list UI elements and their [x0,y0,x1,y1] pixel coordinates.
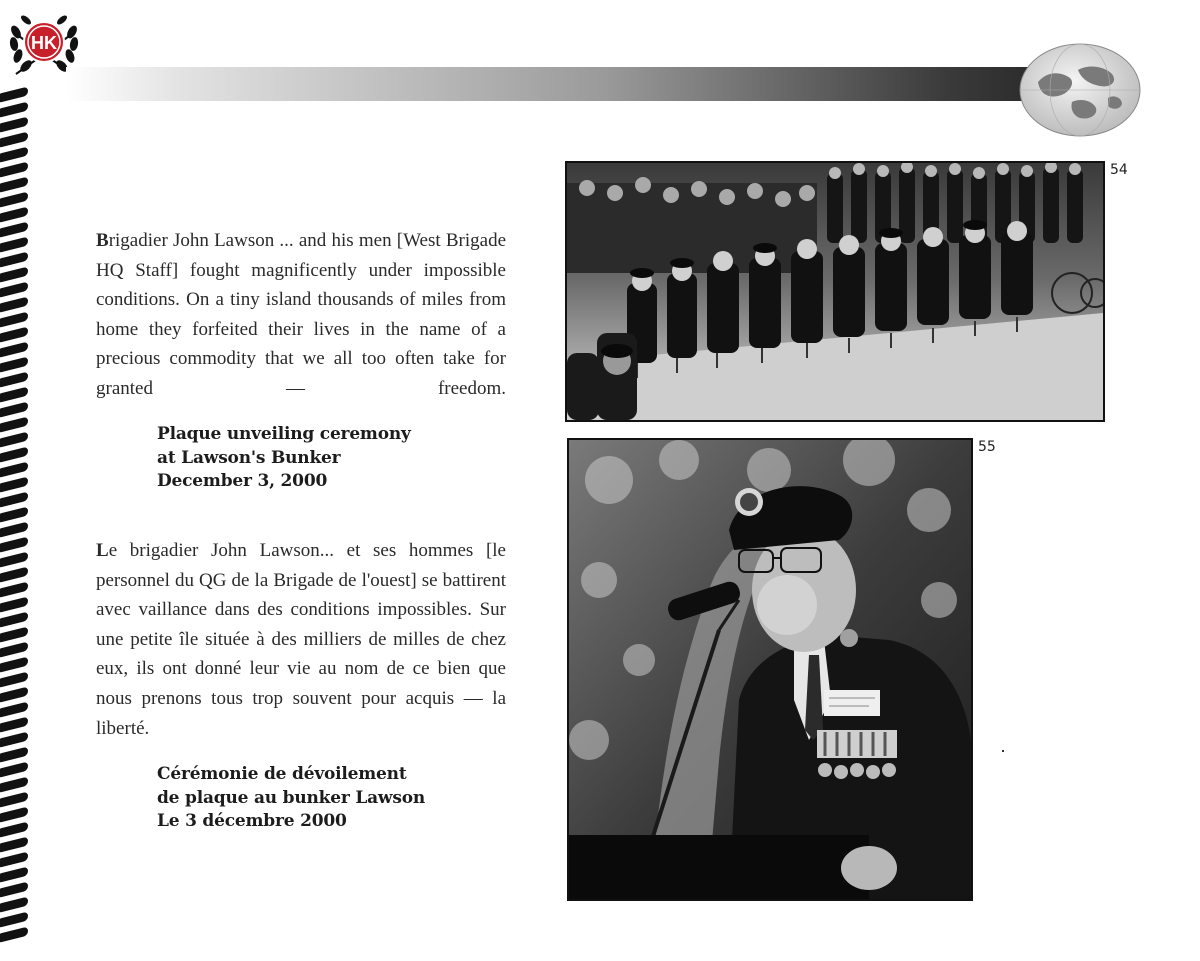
binding-coil [0,102,28,118]
binding-coil [0,237,28,253]
binding-coil [0,552,28,568]
french-paragraph [96,536,506,743]
binding-coil [0,117,28,133]
photo-number-54: 54 [1110,162,1128,178]
binding-coil [0,897,28,913]
header-gradient-band [66,67,1046,101]
binding-coil [0,267,28,283]
binding-coil [0,687,28,703]
binding-coil [0,822,28,838]
english-caption-line: at Lawson's Bunker [157,447,341,468]
binding-coil [0,177,28,193]
binding-coil [0,747,28,763]
spiral-binding [0,90,34,950]
binding-coil [0,312,28,328]
photo-number-55: 55 [978,439,996,455]
binding-coil [0,432,28,448]
binding-coil [0,657,28,673]
binding-coil [0,522,28,538]
binding-coil [0,417,28,433]
binding-coil [0,222,28,238]
binding-coil [0,672,28,688]
binding-coil [0,342,28,358]
binding-coil [0,507,28,523]
binding-coil [0,777,28,793]
english-caption-line: December 3, 2000 [157,471,328,491]
binding-coil [0,807,28,823]
binding-coil [0,357,28,373]
binding-coil [0,927,28,943]
english-dropcap: B [96,230,109,251]
binding-coil [0,162,28,178]
binding-coil [0,297,28,313]
french-caption-line: de plaque au bunker Lawson [157,787,426,808]
globe-map-icon [1018,42,1142,138]
binding-coil [0,492,28,508]
binding-coil [0,87,28,103]
english-caption-line: Plaque unveiling ceremony [157,424,411,444]
scan-speck [1002,750,1004,752]
french-paragraph-text: e brigadier John Lawson... et ses hommes [le personnel du QG de la Brigade de l'ouest] se battirent avec vaillance dans des conditions impossibles. Sur une petite île située à des milliers de milles de chez eux, ils ont donné leur vie au nom de ce bien que nous prenons tous trop souvent pour acquis — la liberté. [96,540,506,739]
photo-veterans-seated [565,161,1105,422]
binding-coil [0,717,28,733]
binding-coil [0,867,28,883]
binding-coil [0,567,28,583]
binding-coil [0,252,28,268]
binding-coil [0,852,28,868]
binding-coil [0,762,28,778]
french-caption [157,763,425,834]
english-paragraph-text: rigadier John Lawson ... and his men [West Brigade HQ Staff] fought magnificently under impossible conditions. On a tiny island thousands of miles from home they forfeited their lives in the name of a precious commodity that we all too often take for granted — freedom. [96,230,506,399]
binding-coil [0,387,28,403]
photo-veteran-speaking [567,438,973,901]
binding-coil [0,837,28,853]
binding-coil [0,627,28,643]
binding-coil [0,132,28,148]
binding-coil [0,447,28,463]
binding-coil [0,732,28,748]
english-paragraph [96,226,506,404]
binding-coil [0,207,28,223]
binding-coil [0,702,28,718]
binding-coil [0,147,28,163]
binding-coil [0,477,28,493]
binding-coil [0,192,28,208]
binding-coil [0,282,28,298]
binding-coil [0,792,28,808]
emblem-letters: HK [31,33,57,53]
binding-coil [0,642,28,658]
binding-coil [0,912,28,928]
binding-coil [0,597,28,613]
french-caption-line: Le 3 décembre 2000 [157,811,347,831]
binding-coil [0,882,28,898]
binding-coil [0,402,28,418]
binding-coil [0,462,28,478]
french-dropcap: L [96,540,109,561]
english-caption [157,423,411,494]
binding-coil [0,537,28,553]
binding-coil [0,327,28,343]
binding-coil [0,372,28,388]
binding-coil [0,612,28,628]
french-caption-line: Cérémonie de dévoilement [157,764,407,784]
binding-coil [0,582,28,598]
